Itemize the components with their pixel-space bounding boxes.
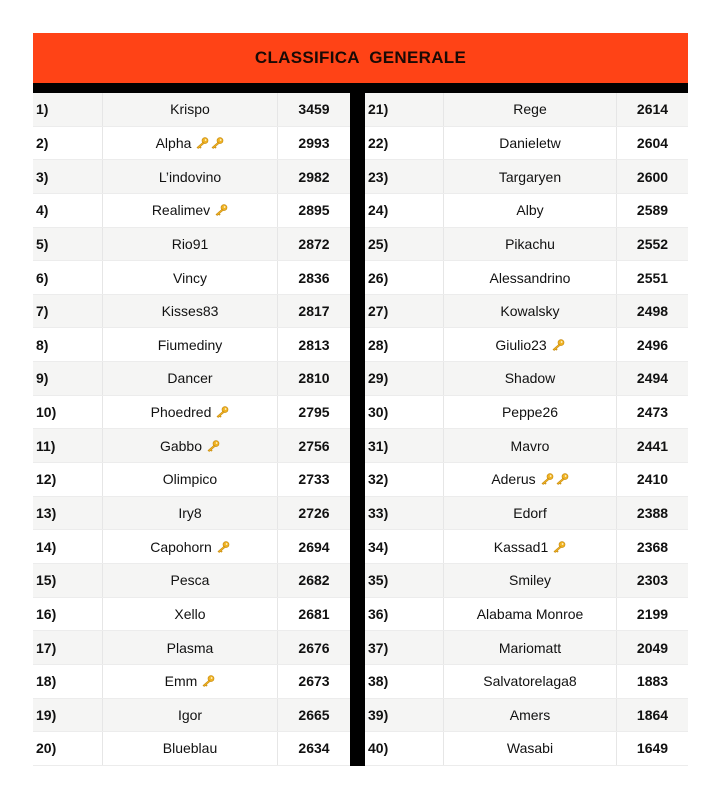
- table-row: [33, 362, 350, 396]
- rank-cell: 18): [33, 665, 103, 698]
- player-name: Mariomatt: [498, 639, 562, 656]
- player-name: Emm: [164, 673, 198, 690]
- rank-cell: 9): [33, 362, 103, 395]
- rank-cell: 38): [365, 665, 444, 698]
- player-name-cell: [103, 530, 278, 563]
- table-row: [33, 295, 350, 329]
- player-name-cell: [103, 396, 278, 429]
- table-row: [33, 598, 350, 632]
- table-row: [365, 396, 688, 430]
- score-cell: 1883: [636, 673, 669, 690]
- player-name-cell: [103, 228, 278, 261]
- score-cell: 2199: [636, 605, 669, 622]
- player-name-cell: [444, 93, 617, 126]
- score-cell: 2498: [636, 303, 669, 320]
- key-icon: [551, 339, 565, 351]
- score-cell: 2682: [298, 572, 330, 589]
- player-name-cell: [103, 732, 278, 765]
- player-name-cell: [103, 564, 278, 597]
- key-badges: [214, 204, 228, 216]
- table-row: [33, 732, 350, 766]
- player-name: Rege: [513, 101, 547, 118]
- key-icon: [216, 541, 230, 553]
- player-name-cell: [444, 127, 617, 160]
- key-icon: [552, 541, 566, 553]
- rank-cell: 29): [365, 362, 444, 395]
- player-name: Phoedred: [150, 404, 212, 421]
- score-cell: 2895: [298, 202, 330, 219]
- table-row: [33, 699, 350, 733]
- player-name-cell: [103, 328, 278, 361]
- table-row: [33, 127, 350, 161]
- score-cell: 2756: [298, 437, 330, 454]
- table-row: [365, 362, 688, 396]
- player-name: Targaryen: [498, 168, 562, 185]
- player-name-cell: [103, 160, 278, 193]
- table-row: [33, 261, 350, 295]
- table-row: [365, 732, 688, 766]
- player-name-cell: [444, 699, 617, 732]
- key-badges: [206, 440, 220, 452]
- rank-cell: 37): [365, 631, 444, 664]
- score-cell: 2614: [636, 101, 669, 118]
- player-name-cell: [103, 295, 278, 328]
- score-cell: 2441: [636, 437, 669, 454]
- rank-cell: 2): [33, 127, 103, 160]
- player-name-cell: [103, 631, 278, 664]
- table-row: [33, 631, 350, 665]
- rank-cell: 34): [365, 530, 444, 563]
- score-cell: 2496: [636, 336, 669, 353]
- rank-cell: 40): [365, 732, 444, 765]
- table-row: [365, 564, 688, 598]
- player-name-cell: [444, 362, 617, 395]
- player-name: L’indovino: [158, 168, 222, 185]
- rank-cell: 23): [365, 160, 444, 193]
- rank-cell: 14): [33, 530, 103, 563]
- score-cell: 2494: [636, 370, 669, 387]
- player-name: Edorf: [513, 505, 547, 521]
- player-name: Blueblau: [162, 740, 218, 757]
- player-name-cell: [103, 127, 278, 160]
- player-name: Alessandrino: [489, 269, 571, 286]
- table-row: [365, 497, 688, 531]
- rank-cell: 1): [33, 93, 103, 126]
- player-name-cell: [444, 328, 617, 361]
- rank-cell: 4): [33, 194, 103, 227]
- table-row: [365, 160, 688, 194]
- table-row: [365, 127, 688, 161]
- player-name: Alpha: [155, 134, 192, 151]
- player-name-cell: [103, 699, 278, 732]
- player-name: Smiley: [508, 572, 551, 589]
- player-name-cell: [103, 598, 278, 631]
- rank-cell: 3): [33, 160, 103, 193]
- rank-cell: 15): [33, 564, 103, 597]
- player-name: Igor: [177, 706, 203, 723]
- rank-cell: 26): [365, 261, 444, 294]
- table-row: [33, 396, 350, 430]
- player-name: Kowalsky: [500, 303, 560, 320]
- table-row: [365, 93, 688, 127]
- player-name: Rio91: [171, 235, 209, 252]
- table-row: [33, 564, 350, 598]
- score-cell: 2872: [298, 235, 330, 252]
- rank-cell: 36): [365, 598, 444, 631]
- table-row: [33, 665, 350, 699]
- rank-cell: 11): [33, 429, 103, 462]
- score-cell: 3459: [298, 101, 330, 118]
- table-row: [365, 631, 688, 665]
- rank-cell: 27): [365, 295, 444, 328]
- rank-cell: 32): [365, 463, 444, 496]
- rank-cell: 31): [365, 429, 444, 462]
- key-icon: [555, 473, 569, 485]
- player-name-cell: [444, 732, 617, 765]
- player-name-cell: [103, 261, 278, 294]
- score-cell: 2676: [298, 639, 330, 656]
- score-cell: 2049: [636, 639, 669, 656]
- player-name: Salvatorelaga8: [483, 673, 577, 690]
- player-name-cell: [103, 194, 278, 227]
- rank-cell: 8): [33, 328, 103, 361]
- rank-cell: 28): [365, 328, 444, 361]
- key-badges: [540, 473, 569, 485]
- table-row: [365, 295, 688, 329]
- player-name-cell: [444, 194, 617, 227]
- player-name-cell: [444, 429, 617, 462]
- rank-cell: 35): [365, 564, 444, 597]
- player-name: Mavro: [510, 437, 550, 454]
- table-row: [365, 228, 688, 262]
- score-cell: 2836: [298, 269, 330, 286]
- rank-cell: 25): [365, 228, 444, 261]
- player-name: Dancer: [167, 370, 213, 387]
- player-name: Xello: [174, 605, 206, 622]
- score-cell: 2673: [298, 673, 330, 690]
- key-icon: [215, 406, 229, 418]
- score-cell: 2634: [298, 740, 330, 757]
- player-name: Krispo: [170, 101, 210, 118]
- rank-cell: 30): [365, 396, 444, 429]
- score-cell: 2388: [636, 505, 669, 521]
- table-row: [33, 228, 350, 262]
- rank-cell: 13): [33, 497, 103, 530]
- table-row: [33, 497, 350, 531]
- player-name-cell: [444, 530, 617, 563]
- player-name: Giulio23: [495, 336, 547, 353]
- player-name: Fiumediny: [157, 336, 223, 353]
- score-cell: 2368: [636, 538, 669, 555]
- key-icon: [210, 137, 224, 149]
- leaderboard-header: [33, 33, 688, 83]
- score-cell: 2733: [298, 471, 330, 488]
- rank-cell: 21): [365, 93, 444, 126]
- player-name: Amers: [509, 706, 551, 723]
- key-icon: [540, 473, 554, 485]
- score-cell: 2665: [298, 706, 330, 723]
- player-name-cell: [103, 497, 278, 530]
- player-name: Shadow: [504, 370, 556, 387]
- leaderboard: [33, 33, 688, 766]
- score-cell: 2303: [636, 572, 669, 589]
- rank-cell: 33): [365, 497, 444, 530]
- score-cell: 1649: [636, 740, 669, 757]
- player-name-cell: [444, 228, 617, 261]
- rank-cell: 16): [33, 598, 103, 631]
- player-name: Danieletw: [499, 134, 561, 151]
- key-badges: [195, 137, 224, 149]
- table-row: [365, 429, 688, 463]
- rank-cell: 39): [365, 699, 444, 732]
- table-row: [365, 194, 688, 228]
- player-name: Plasma: [166, 639, 214, 656]
- player-name: Gabbo: [159, 437, 203, 454]
- key-icon: [195, 137, 209, 149]
- score-cell: 2552: [636, 235, 669, 252]
- score-cell: 2813: [298, 336, 330, 353]
- ranking-column-left: [33, 93, 350, 766]
- player-name: Kassad1: [493, 538, 549, 555]
- table-row: [365, 328, 688, 362]
- table-row: [365, 598, 688, 632]
- player-name-cell: [103, 429, 278, 462]
- rank-cell: 12): [33, 463, 103, 496]
- player-name-cell: [103, 463, 278, 496]
- rank-cell: 5): [33, 228, 103, 261]
- score-cell: 1864: [636, 706, 669, 723]
- player-name-cell: [444, 396, 617, 429]
- table-row: [365, 530, 688, 564]
- key-badges: [216, 541, 230, 553]
- key-badges: [551, 339, 565, 351]
- rank-cell: 7): [33, 295, 103, 328]
- ranking-column-right: [365, 93, 688, 766]
- table-row: [33, 328, 350, 362]
- table-row: [33, 429, 350, 463]
- player-name: Pikachu: [505, 235, 555, 252]
- player-name-cell: [444, 665, 617, 698]
- table-row: [365, 665, 688, 699]
- score-cell: 2551: [636, 269, 669, 286]
- key-badges: [552, 541, 566, 553]
- score-cell: 2982: [298, 168, 330, 185]
- score-cell: 2681: [298, 605, 330, 622]
- rank-cell: 24): [365, 194, 444, 227]
- player-name: Capohorn: [150, 538, 212, 555]
- player-name: Realimev: [151, 202, 211, 219]
- table-row: [33, 463, 350, 497]
- score-cell: 2410: [636, 471, 669, 488]
- table-row: [33, 530, 350, 564]
- table-row: [365, 261, 688, 295]
- player-name: Wasabi: [506, 740, 554, 757]
- player-name: Alabama Monroe: [476, 605, 584, 622]
- column-divider: [350, 93, 365, 766]
- rank-cell: 6): [33, 261, 103, 294]
- key-icon: [214, 204, 228, 216]
- rank-cell: 10): [33, 396, 103, 429]
- score-cell: 2694: [298, 538, 330, 555]
- key-icon: [201, 675, 215, 687]
- rank-cell: 22): [365, 127, 444, 160]
- player-name-cell: [103, 665, 278, 698]
- table-row: [33, 160, 350, 194]
- key-badges: [201, 675, 215, 687]
- player-name: Aderus: [491, 471, 536, 488]
- score-cell: 2726: [298, 505, 330, 521]
- key-icon: [206, 440, 220, 452]
- player-name-cell: [103, 362, 278, 395]
- table-row: [365, 463, 688, 497]
- table-row: [365, 699, 688, 733]
- player-name-cell: [444, 497, 617, 530]
- player-name-cell: [444, 564, 617, 597]
- player-name: Vincy: [173, 269, 207, 286]
- page-title: CLASSIFICA GENERALE: [254, 48, 467, 67]
- player-name: Iry8: [178, 505, 202, 521]
- player-name: Peppe26: [501, 404, 559, 421]
- score-cell: 2795: [298, 404, 330, 421]
- score-cell: 2600: [636, 168, 669, 185]
- player-name-cell: [103, 93, 278, 126]
- player-name-cell: [444, 295, 617, 328]
- score-cell: 2589: [636, 202, 669, 219]
- player-name-cell: [444, 463, 617, 496]
- score-cell: 2810: [298, 370, 330, 387]
- player-name: Kisses83: [161, 303, 219, 320]
- player-name: Pesca: [170, 572, 210, 589]
- header-divider: [33, 83, 688, 93]
- player-name-cell: [444, 598, 617, 631]
- score-cell: 2473: [636, 404, 669, 421]
- key-badges: [215, 406, 229, 418]
- player-name: Alby: [516, 202, 544, 219]
- table-row: [33, 93, 350, 127]
- score-cell: 2993: [298, 134, 330, 151]
- score-cell: 2604: [636, 134, 669, 151]
- ranking-table: [33, 93, 688, 766]
- rank-cell: 17): [33, 631, 103, 664]
- rank-cell: 19): [33, 699, 103, 732]
- player-name-cell: [444, 261, 617, 294]
- player-name: Olimpico: [162, 471, 218, 488]
- rank-cell: 20): [33, 732, 103, 765]
- player-name-cell: [444, 631, 617, 664]
- table-row: [33, 194, 350, 228]
- score-cell: 2817: [298, 303, 330, 320]
- player-name-cell: [444, 160, 617, 193]
